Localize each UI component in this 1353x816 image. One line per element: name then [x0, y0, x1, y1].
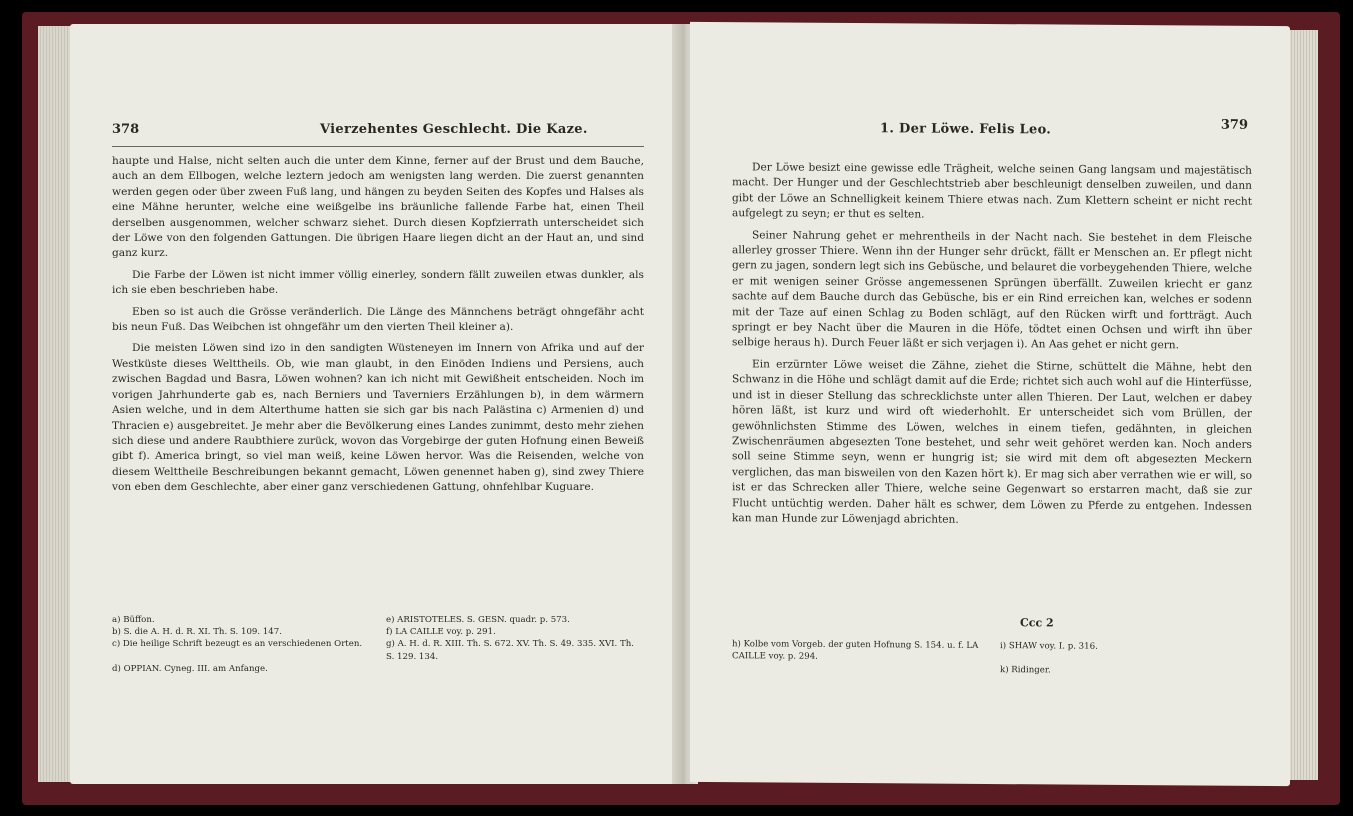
left-head-rule	[112, 146, 644, 147]
left-running-head	[70, 122, 682, 144]
paragraph: Eben so ist auch die Grösse veränderlich. Die Länge des Männchens beträgt ohngefähr acht bis neun Fuß. Das Weibchen ist ohngefähr um den vierten Theil kleiner a).	[112, 305, 644, 334]
footnote: d) OPPIAN. Cyneg. III. am Anfange.	[112, 663, 268, 674]
footnote: g) A. H. d. R. XIII. Th. S. 672. XV. Th. S. 49. 335. XVI. Th. S. 129. 134.	[386, 639, 635, 662]
footnote: h) Kolbe vom Vorgeb. der guten Hofnung S. 154. u. f. LA CAILLE voy. p. 294.	[732, 639, 979, 663]
footnote: k) Ridinger.	[1000, 665, 1051, 676]
left-footnotes	[112, 614, 644, 675]
signature-mark: Ccc 2	[1020, 616, 1054, 630]
footnote: e) ARISTOTELES. S. GESN. quadr. p. 573.	[386, 615, 570, 625]
right-running-title: 1. Der Löwe. Felis Leo.	[880, 121, 1052, 138]
left-body-text	[112, 154, 644, 502]
left-page	[70, 24, 682, 784]
footnote	[732, 663, 984, 677]
paragraph: Die meisten Löwen sind izo in den sandigten Wüsteneyen im Innern von Afrika und auf der Westküste dieses Welttheils. Ob, wie man glaubt, in den Einöden Indiens und Persiens, auch zwischen Bagdad und Basra, Löwen wohnen? kan ich nicht mit Gewißheit entscheiden. Noch im vorigen Jahrhunderte gab es, nach Berniers und Taverniers Erzählungen b), in dem wärmern Asien welche, und in dem Alterthume hatten sie sich gar bis nach Palästina c) Armenien d) und Thracien e) ausgebreitet. Je mehr aber die Bevölkerung eines Landes zunimmt, desto mehr ziehen sich diese und andere Raubthiere zurück, wovon das Vorgebirge der guten Hofnung einen Beweiß gibt f). America bringt, so viel man weiß, keine Löwen hervor. Was die Reisenden, welche von diesem Welttheile Beschreibungen bekannt gemacht, Löwen genennet haben g), sind zwey Thiere von eben dem Geschlechte, aber einer ganz verschiedenen Gattung, ohnfehlbar Kuguare.	[112, 342, 644, 494]
page-edges-left	[38, 26, 74, 782]
right-running-head	[690, 117, 1290, 146]
footnote: c) Die heilige Schrift bezeugt es an verschiedenen Orten.	[112, 639, 363, 650]
page-edges-right	[1286, 30, 1318, 780]
footnote: i) SHAW voy. I. p. 316.	[1000, 641, 1098, 652]
paragraph: Die Farbe der Löwen ist nicht immer völlig einerley, sondern fällt zuweilen etwas dunkler, als ich sie eben beschrieben habe.	[112, 268, 644, 297]
left-running-title: Vierzehentes Geschlecht. Die Kaze.	[320, 122, 588, 137]
paragraph: Seiner Nahrung gehet er mehrentheils in der Nacht nach. Sie bestehet in dem Fleische allerley grosser Thiere. Wenn ihn der Hunger sehr drückt, fällt er Menschen an. Er pflegt nicht gern zu jagen, sondern legt sich ins Gebüsche, und belauret die vorbeygehenden Thiere, welche er mit wenigen seiner Grösse angemessenen Sprüngen überfällt. Zuweilen kriecht er ganz sachte auf dem Bauche durch das Gebüsche, bis er ein Rind erreichen kan, welches er sodenn mit der Taze auf einen Schlag zu Boden schlägt, auf den Rücken wirft und fortträgt. Auch springt er bey Nacht über die Mauren in die Höfe, tödtet einen Ochsen und wirft ihn über selbige heraus h). Durch Feuer läßt er sich verjagen i). An Aas gehet er nicht gern.	[732, 228, 1252, 352]
left-page-number: 378	[112, 122, 140, 137]
right-body-text	[732, 160, 1252, 536]
paragraph: Der Löwe besizt eine gewisse edle Trägheit, welche seinen Gang langsam und majestätisch macht. Der Hunger und der Geschlechtstrieb aber beschleunigt denselben zuweilen, und dann gibt der Löwe an Schnelligkeit keinem Thiere etwas nach. Zum Klettern scheint er nicht recht aufgelegt zu seyn; er thut es selten.	[732, 161, 1252, 221]
footnote: a) Büffon.	[112, 615, 155, 625]
right-page-number: 379	[1220, 117, 1248, 133]
right-footnotes	[732, 638, 1252, 678]
paragraph: Ein erzürnter Löwe weiset die Zähne, ziehet die Stirne, schüttelt die Mähne, hebt den Schwanz in die Höhe und schlägt damit auf die Erde; richtet sich auch wohl auf die Hinterfüsse, und ist in dieser Stellung das schrecklichste unter allen Thieren. Der Laut, welchen er dabey hören läßt, ist kurz und wird oft wiederhohlt. Er unterscheidet sich vom Brüllen, der gewöhnlichsten Stimme des Löwen, welches in einem tiefen, gedähnten, in gleichen Zwischenräumen abgesezten Tone bestehet, und sehr weit gehöret werden kan. Noch anders soll seine Stimme seyn, wenn er hungrig ist; sie wird mit dem oft abgesezten Meckern verglichen, das man bisweilen von den Kazen hört k). Er mag sich aber verrathen wie er will, so ist er das Schrecken aller Thiere, welche seine Gegenwart so erstarren macht, daß sie zur Flucht untüchtig werden. Daher hält es schwer, dem Löwen zu Pferde zu entgehen. Indessen kan man Hunde zur Löwenjagd abrichten.	[732, 358, 1252, 526]
right-page	[690, 22, 1290, 786]
footnote: b) S. die A. H. d. R. XI. Th. S. 109. 147.	[112, 627, 282, 638]
paragraph: haupte und Halse, nicht selten auch die unter dem Kinne, ferner auf der Brust und dem Bauche, auch an dem Ellbogen, welche leztern jedoch am wenigsten lang werden. Die zuerst genannten werden gegen oder über zween Fuß lang, und hängen zu beyden Seiten des Kopfes und Halses als eine Mähne herunter, welche eine weißgelbe ins bräunliche fallende Farbe hat, einen Theil derselben ausgenommen, welcher schwarz siehet. Durch diesen Kopfzierrath unterscheidet sich der Löwe von den folgenden Gattungen. Die übrigen Haare liegen dicht an der Haut an, und sind ganz kurz.	[112, 155, 644, 260]
footnote: f) LA CAILLE voy. p. 291.	[386, 627, 496, 638]
